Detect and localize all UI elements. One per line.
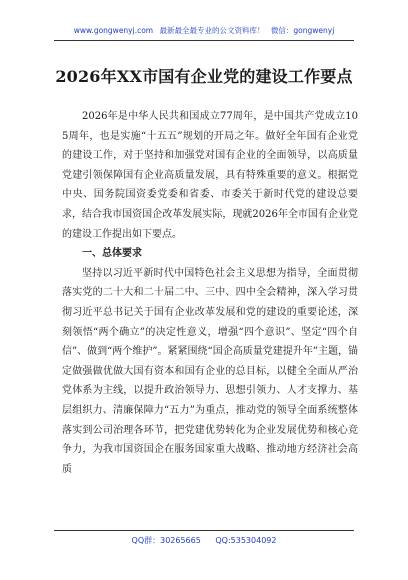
- header-divider: [54, 40, 354, 41]
- header-site-link[interactable]: www.gongwenyj.com: [73, 26, 154, 35]
- page-header: [0, 25, 408, 36]
- intro-paragraph: 2026年是中华人民共和国成立77周年，是中国共产党成立105周年，也是实施“十五五”规划的开局之年。做好全年国有企业党的建设工作，对于坚持和加强党对国有企业的全面领导，以高质量党建引领保障国有企业高质量发展，具有特殊重要的意义。根据党中央、国务院国资委党委和省委、市委关于新时代党的建设总要求，结合我市国资国企改革发展实际，现就2026年全市国有企业党的建设工作提出如下要点。: [62, 111, 358, 240]
- header-slogan: 最新最全最专业的公文资料库！: [159, 26, 265, 35]
- footer-qq-group: QQ群：30265665: [131, 536, 201, 545]
- header-wechat: 微信：gongwenyj: [270, 26, 335, 35]
- document-body: [62, 107, 358, 479]
- page-footer: [0, 535, 408, 546]
- section-paragraph: 坚持以习近平新时代中国特色社会主义思想为指导，全面贯彻落实党的二十大和二十届二中、三中、四中全会精神，深入学习贯彻习近平总书记关于国有企业改革发展和党的建设的重要论述，深刻领悟“两个确立”的决定性意义，增强“四个意识”、坚定“四个自信”、做到“两个维护”。紧紧围绕“国企高质量党建提升年”主题，锚定做强做优做大国有资本和国有企业的总目标，以健全全面从严治党体系为主线，以提升政治领导力、思想引领力、人才支撑力、基层组织力、清廉保障力“五力”为重点，推动党的领导全面系统整体落实到公司治理各环节，把党建优势转化为企业发展优势和核心竞争力，为我市国资国企在服务国家重大战略、推动地方经济社会高质: [62, 267, 358, 475]
- footer-divider: [54, 530, 354, 531]
- document-title: 2026年XX市国有企业党的建设工作要点: [55, 67, 353, 86]
- section-heading: 一、总体要求: [82, 248, 142, 260]
- footer-qq: QQ:535304092: [215, 536, 277, 545]
